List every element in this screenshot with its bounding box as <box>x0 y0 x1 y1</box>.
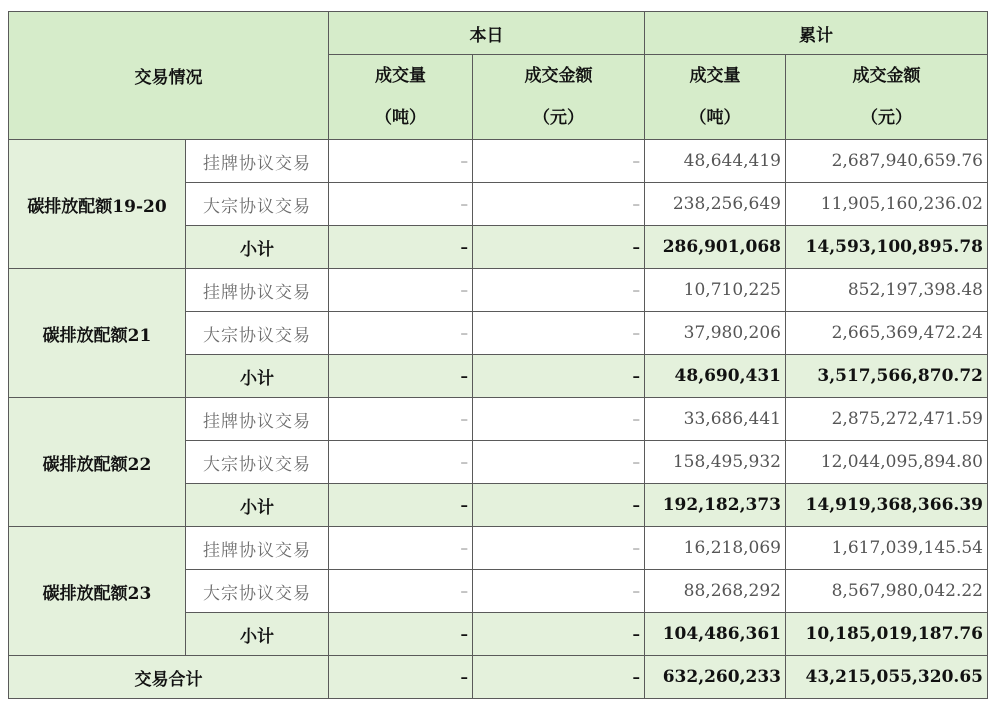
today-amount: – <box>473 527 645 570</box>
today-volume: – <box>329 140 473 183</box>
cum-volume: 158,495,932 <box>645 441 786 484</box>
trade-type: 大宗协议交易 <box>186 183 329 226</box>
cum-amount: 10,185,019,187.76 <box>786 613 988 656</box>
today-amount: – <box>473 312 645 355</box>
today-volume-header <box>329 55 473 140</box>
today-header: 本日 <box>329 12 645 55</box>
today-amount: – <box>473 656 645 699</box>
amount-label: 成交金额 <box>852 66 921 86</box>
trade-header: 交易情况 <box>9 12 329 140</box>
cumulative-header: 累计 <box>645 12 988 55</box>
cum-amount: 14,919,368,366.39 <box>786 484 988 527</box>
today-amount: – <box>473 183 645 226</box>
subtotal-label: 小计 <box>186 355 329 398</box>
cum-volume: 33,686,441 <box>645 398 786 441</box>
cum-amount: 3,517,566,870.72 <box>786 355 988 398</box>
cum-amount: 2,665,369,472.24 <box>786 312 988 355</box>
trade-type: 挂牌协议交易 <box>186 398 329 441</box>
table-row <box>9 269 988 312</box>
subtotal-label: 小计 <box>186 613 329 656</box>
today-volume: – <box>329 269 473 312</box>
today-amount: – <box>473 613 645 656</box>
cum-amount: 2,687,940,659.76 <box>786 140 988 183</box>
cum-volume: 88,268,292 <box>645 570 786 613</box>
cum-amount: 852,197,398.48 <box>786 269 988 312</box>
quota-group-label: 碳排放配额22 <box>9 398 186 527</box>
today-volume: – <box>329 398 473 441</box>
cum-volume-header <box>645 55 786 140</box>
today-volume: – <box>329 656 473 699</box>
today-amount: – <box>473 570 645 613</box>
today-volume: – <box>329 226 473 269</box>
cum-amount: 1,617,039,145.54 <box>786 527 988 570</box>
quota-group-label: 碳排放配额19-20 <box>9 140 186 269</box>
today-amount: – <box>473 484 645 527</box>
volume-unit: （吨） <box>375 108 426 128</box>
trade-type: 挂牌协议交易 <box>186 269 329 312</box>
trade-type: 大宗协议交易 <box>186 441 329 484</box>
today-amount: – <box>473 140 645 183</box>
trade-type: 挂牌协议交易 <box>186 140 329 183</box>
amount-unit: （元） <box>533 108 584 128</box>
quota-group-label: 碳排放配额23 <box>9 527 186 656</box>
today-volume: – <box>329 183 473 226</box>
cum-volume: 48,644,419 <box>645 140 786 183</box>
cum-amount-header <box>786 55 988 140</box>
total-row <box>9 656 988 699</box>
volume-unit: （吨） <box>689 108 741 128</box>
volume-label: 成交量 <box>375 66 426 86</box>
cum-volume: 632,260,233 <box>645 656 786 699</box>
today-amount: – <box>473 269 645 312</box>
today-volume: – <box>329 355 473 398</box>
cum-volume: 192,182,373 <box>645 484 786 527</box>
trade-type: 大宗协议交易 <box>186 570 329 613</box>
cum-amount: 43,215,055,320.65 <box>786 656 988 699</box>
today-volume: – <box>329 613 473 656</box>
today-volume: – <box>329 312 473 355</box>
cum-amount: 11,905,160,236.02 <box>786 183 988 226</box>
volume-label: 成交量 <box>689 66 741 86</box>
amount-label: 成交金额 <box>524 66 593 86</box>
table-row <box>9 398 988 441</box>
cum-amount: 2,875,272,471.59 <box>786 398 988 441</box>
cum-volume: 10,710,225 <box>645 269 786 312</box>
today-amount: – <box>473 226 645 269</box>
header-row-1 <box>9 12 988 55</box>
cum-volume: 238,256,649 <box>645 183 786 226</box>
cum-volume: 37,980,206 <box>645 312 786 355</box>
table-row <box>9 527 988 570</box>
today-volume: – <box>329 527 473 570</box>
today-amount: – <box>473 441 645 484</box>
subtotal-label: 小计 <box>186 484 329 527</box>
trade-type: 大宗协议交易 <box>186 312 329 355</box>
cum-amount: 12,044,095,894.80 <box>786 441 988 484</box>
cum-volume: 104,486,361 <box>645 613 786 656</box>
today-amount-header <box>473 55 645 140</box>
cum-volume: 16,218,069 <box>645 527 786 570</box>
today-amount: – <box>473 355 645 398</box>
quota-group-label: 碳排放配额21 <box>9 269 186 398</box>
today-amount: – <box>473 398 645 441</box>
cum-volume: 48,690,431 <box>645 355 786 398</box>
cum-amount: 14,593,100,895.78 <box>786 226 988 269</box>
today-volume: – <box>329 484 473 527</box>
cum-volume: 286,901,068 <box>645 226 786 269</box>
today-volume: – <box>329 441 473 484</box>
amount-unit: （元） <box>861 108 912 128</box>
table-row <box>9 140 988 183</box>
carbon-trading-table <box>8 11 988 699</box>
total-label: 交易合计 <box>9 656 329 699</box>
cum-amount: 8,567,980,042.22 <box>786 570 988 613</box>
subtotal-label: 小计 <box>186 226 329 269</box>
trade-type: 挂牌协议交易 <box>186 527 329 570</box>
today-volume: – <box>329 570 473 613</box>
